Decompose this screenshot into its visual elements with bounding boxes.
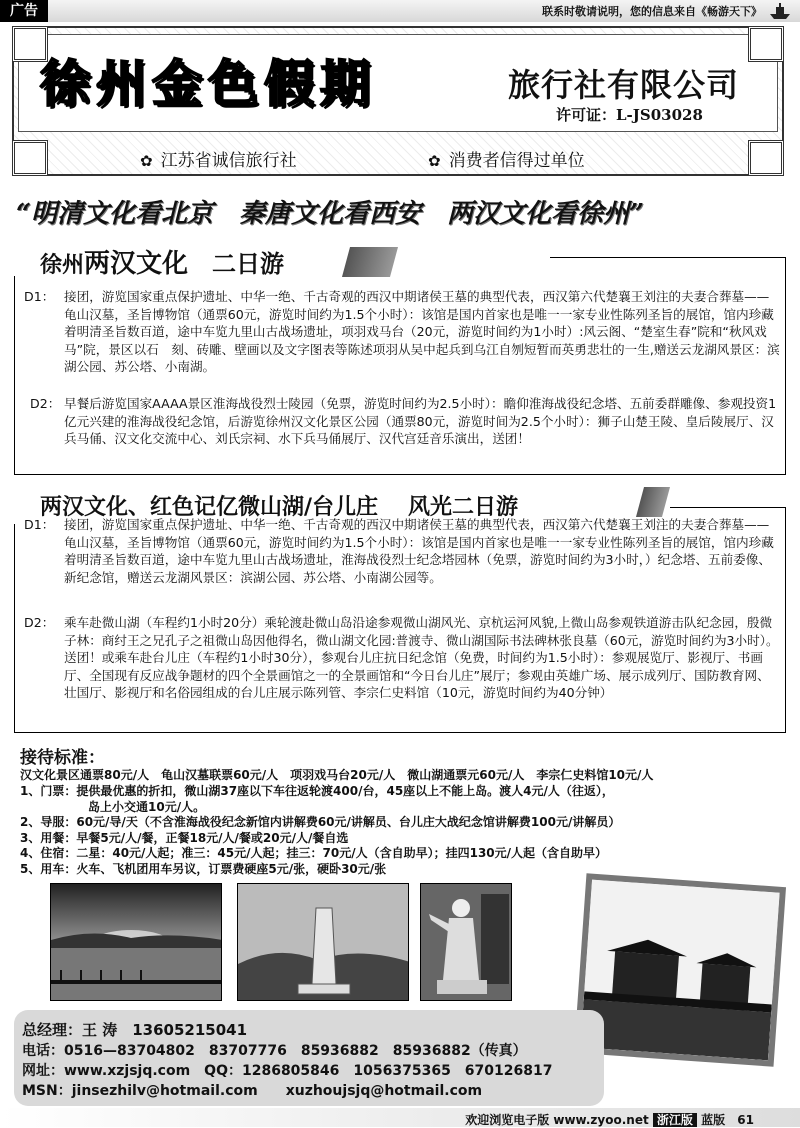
page-number: 61: [737, 1113, 754, 1127]
edition-badge: 浙江版: [653, 1113, 697, 1127]
photo-lake: [50, 883, 222, 1001]
phone-numbers: 电话：0516—83704802 83707776 85936882 85936882（传真）: [22, 1043, 527, 1059]
contact-note: 联系时敬请说明，您的信息来自《畅游天下》: [542, 5, 762, 18]
day-text: 早餐后游览国家AAAA景区淮海战役烈士陵园（免票，游览时间约为2.5小时）：瞻仰淮海战役纪念塔、五前委群雕像、参观投资1亿元兴建的淮海战役纪念馆，后游览徐州汉文化景区公园（通票80元，游览时间为2.5个小时）：狮子山楚王陵、皇后陵展厅、汉兵马俑、汉文化交流中心、刘氏宗祠、水下兵马俑展厅、汉代宫廷音乐演出，送团！: [64, 396, 777, 447]
msn-contacts[interactable]: MSN：jinsezhilv@hotmail.com xuzhoujsjq@hotmail.com: [22, 1083, 483, 1099]
standards-item: 岛上小交通10元/人。: [88, 800, 206, 814]
day-label: D1：: [24, 289, 55, 304]
frame-corner: [12, 140, 48, 176]
website-qq[interactable]: 网址：www.xzjsjq.com QQ：1286805846 1056375365 670126817: [22, 1063, 553, 1079]
day-text: 接团，游览国家重点保护遗址、中华一绝、千古奇观的西汉中期诸侯王墓的典型代表，西汉第六代楚襄王刘注的夫妻合葬墓——龟山汉墓，圣旨博物馆（通票60元，游览时间约为1.5个小时）：该馆是国内首家也是唯一一家专业性陈列圣旨的展馆，馆内珍藏着明清圣旨数百道，途中车览九里山古战场遗址，项羽戏马台（20元，游览时间约为1小时）:风云阁、“楚室生春”院和“秋风戏马”院，景区以石 刻、砖雕、壁画以及文字图表等陈述项羽从吴中起兵到乌江自刎短暂而英勇悲壮的一生,赠送云龙湖风景区：滨湖公园、苏公塔、小南湖。: [64, 289, 780, 375]
photo-pavilion: [574, 873, 786, 1067]
standards-title: 接待标准：: [20, 748, 105, 768]
company-name: 徐州金色假期: [40, 55, 376, 113]
standards-item: 3、用餐：早餐5元/人/餐，正餐18元/人/餐或20元/人/餐自选: [20, 831, 349, 845]
photo-statue: [420, 883, 512, 1001]
honor-consumer: ✿ 消费者信得过单位: [428, 151, 585, 171]
slogan: “明清文化看北京 秦唐文化看西安 两汉文化看徐州”: [16, 199, 644, 229]
edition-label: 蓝版: [701, 1113, 726, 1127]
tour-1-day-2: [30, 395, 780, 469]
tour-1-title-bar: [342, 247, 398, 277]
day-label: D2：: [30, 396, 61, 411]
company-type: 旅行社有限公司: [508, 66, 740, 104]
license-number: 许可证：L-JS03028: [556, 106, 703, 124]
ad-tag: 广告: [0, 0, 48, 22]
standards-tickets: 汉文化景区通票80元/人 龟山汉墓联票60元/人 项羽戏马台20元/人 微山湖通票元60元/人 李宗仁史料馆10元/人: [20, 768, 654, 782]
flower-icon: ✿: [428, 152, 441, 170]
frame-corner: [748, 140, 784, 176]
tour-2-day-2: [24, 614, 780, 730]
footer-link[interactable]: 欢迎浏览电子版 www.zyoo.net: [465, 1113, 649, 1127]
tour-2-title: 两汉文化、红色记亿微山湖/台儿庄 风光二日游: [40, 495, 519, 520]
tour-1-day-1: [24, 288, 780, 396]
ship-icon: [768, 2, 792, 20]
manager-contact: 总经理：王 涛 13605215041: [22, 1021, 248, 1039]
day-text: 乘车赴微山湖（车程约1小时20分）乘轮渡赴微山岛沿途参观微山湖风光、京杭运河风貌,上微山岛参观铁道游击队纪念园，殷微子林：商纣王之兄孔子之祖微山岛因他得名，微山湖文化园:普渡寺、微山湖国际书法碑林张良墓（60元，游览时间约为3小时）。送团！或乘车赴台儿庄（车程约1小时30分），参观台儿庄抗日纪念馆（免费，时间约为1.5小时）：参观展览厅、影视厅、书画厅、全国现有反应战争题材的四个全景画馆之一的全景画馆和“今日台儿庄”展厅；参观由英雄广场、展示成列厅、国防教育网、壮国厅、影视厅和名俗园组成的台儿庄展示陈列管、李宗仁史料馆（10元，游览时间约为40分钟）: [64, 615, 779, 701]
footer-info: [465, 1111, 754, 1128]
day-label: D2：: [24, 615, 55, 630]
standards-item: 4、住宿：二星：40元/人起；准三：45元/人起；挂三：70元/人（含自助早）；挂四130元/人起（含自助早）: [20, 846, 608, 860]
day-label: D1：: [24, 517, 55, 532]
frame-corner: [748, 26, 784, 62]
honor-provincial: ✿ 江苏省诚信旅行社: [140, 151, 297, 171]
flower-icon: ✿: [140, 152, 153, 170]
photo-memorial-tower: [237, 883, 409, 1001]
tour-2-day-1: [24, 516, 780, 624]
standards-item: 2、导服：60元/导/天（不含淮海战役纪念新馆内讲解费60元/讲解员、台儿庄大战纪念馆讲解费100元/讲解员）: [20, 815, 621, 829]
day-text: 接团，游览国家重点保护遗址、中华一绝、千古奇观的西汉中期诸侯王墓的典型代表，西汉第六代楚襄王刘注的夫妻合葬墓——龟山汉墓，圣旨博物馆（通票60元，游览时间约为1.5个小时）：该馆是国内首家也是唯一一家专业性陈列圣旨的展馆，馆内珍藏着明清圣旨数百道，途中车览九里山古战场遗址，淮海战役烈士纪念塔园林（免票，游览时间约为3小时，）纪念塔、五前委像、新纪念馆，赠送云龙湖风景区：滨湖公园、苏公塔、小南湖公园等。: [64, 517, 774, 585]
tour-1-title: 徐州两汉文化 二日游: [40, 249, 285, 279]
standards-item: 1、门票：提供最优惠的折扣，微山湖37座以下车往返轮渡400/台，45座以上不能上岛。渡人4元/人（往返），: [20, 784, 614, 798]
standards-item: 5、用车：火车、飞机团用车另议，订票费硬座5元/张，硬卧30元/张: [20, 862, 387, 876]
